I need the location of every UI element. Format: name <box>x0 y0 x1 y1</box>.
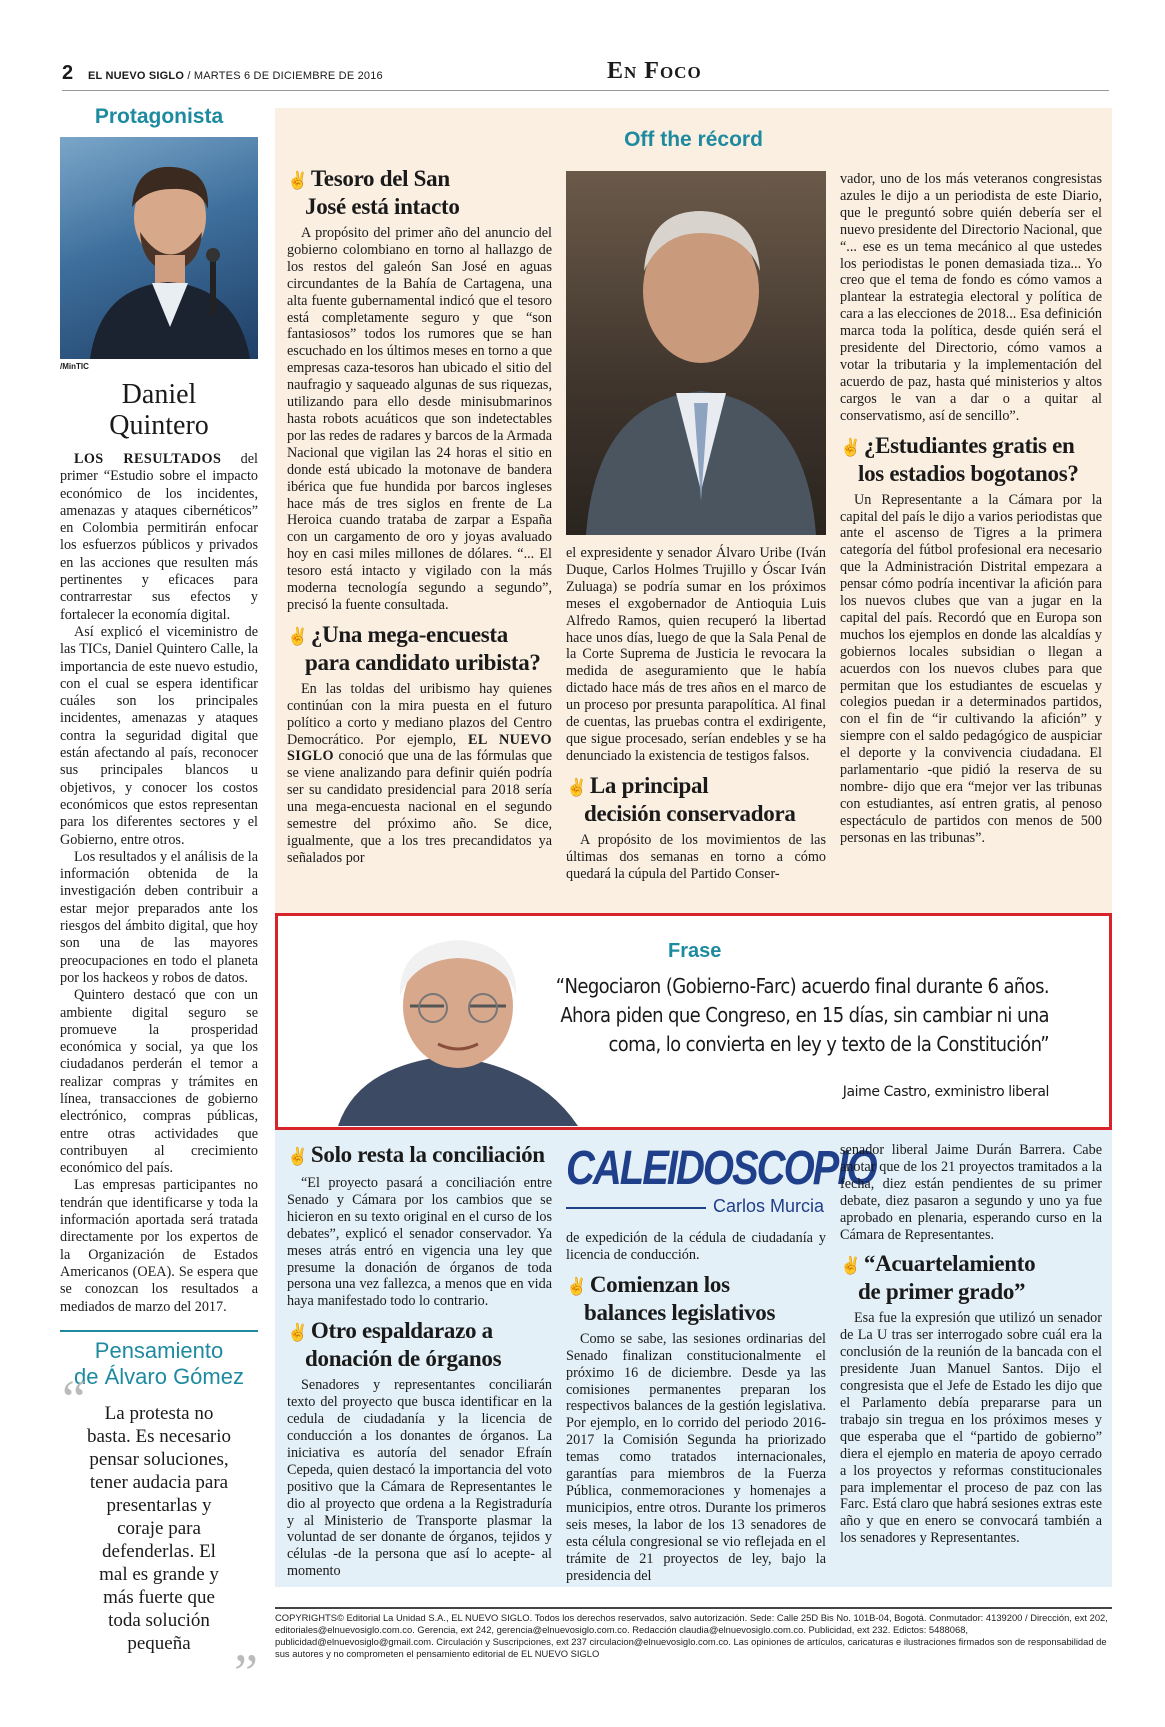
paragraph-4: Quintero destacó que con un ambiente digital seguro se promueve la prosperidad económica y social, ya que los ciudadanos perderán el temor a realizar compras y trámites en línea, transacciones de gobierno electrónico, compras públicas, entre otras actividades que contribuyen al crecimiento económico del país. <box>60 987 258 1177</box>
encuesta-text-b: conoció que una de las fórmulas que se viene analizando para definir quién podría ser su candidato presidencial para 2018 sería una mega-encuesta nacional en el segundo semestre del próximo año. Se dice, igualmente, que a los tres precandidatos ya señalados por <box>287 748 552 866</box>
conserv-continuation: vador, uno de los más veteranos congresistas azules le dijo a un periodista de este Diario, que le preguntó sobre quién debería ser el nuevo presidente del Directorio Nacional, que “... ese es un tema mecánico al que ustedes los periodistas le ponen demasiada tiza... Yo creo que el tema de fondo es cómo vamos a plantear la estrategia electoral y política de cara a las elecciones de 2018... Esa definición marca toda la política, desde quién será el presidente del Directorio, cómo vamos a votar la tributaria y la implementación del acuerdo de paz, hasta qué ministerios y altos cargos le van a dar o a quitar al conservatismo, así de sencillo”. <box>840 171 1102 424</box>
conciliacion-title: Solo resta la conciliación <box>310 1142 545 1167</box>
cal-col-3 <box>840 1142 1102 1555</box>
frase-quote <box>509 972 1049 1059</box>
peace-hand-icon: ✌ <box>840 1256 861 1276</box>
section-title: En Foco <box>607 58 702 84</box>
encuesta-title-2: para candidato uribista? <box>305 649 541 675</box>
tesoro-title-2: José está intacto <box>305 194 460 219</box>
balances-title-2: balances legislativos <box>584 1299 776 1325</box>
cal-col-2 <box>566 1142 876 1592</box>
balances-text: Como se sabe, las sesiones ordinarias del Senado finalizan constitucionalmente el próximo 16 de diciembre. Desde ya las comisiones permanentes preparan los respectivos balances de la gestión legislativa. Por ejemplo, en lo corrido del periodo 2016-2017 la Comisión Segunda ha priorizado temas como tratados internacionales, garantías para miembros de la Fuerza Pública, conmemoraciones y homenajes a municipios, entre otros. Durante los primeros seis meses, la labor de los 13 senadores de esta célula congresional se vio reflejada en el trámite de 21 proyectos de ley, bajo la presidencia del <box>566 1330 826 1584</box>
tesoro-title-1: Tesoro del San <box>310 166 450 191</box>
estudiantes-title-2: los estadios bogotanos? <box>858 460 1079 486</box>
acuartelamiento-title-1: “Acuartelamiento <box>863 1251 1036 1277</box>
quote-line-3: coma, lo convierta en ley y texto de la Constitución” <box>608 1032 1049 1056</box>
conciliacion-text: “El proyecto pasará a conciliación entre Senado y Cámara por los cambios que se hicieron en su texto original en el curso de los debates”, explicó el senador conservador. Ya meses atrás entró en vigencia una ley que presume la donación de órganos de toda persona una vez fallezca, a menos que en vida haya manifestado todo lo contrario. <box>287 1175 552 1310</box>
caleidoscopio-box <box>275 1130 1112 1587</box>
off-record-label: Off the récord <box>624 128 763 151</box>
caleidoscopio-masthead <box>566 1142 876 1230</box>
peace-hand-icon: ✌ <box>566 1276 587 1296</box>
paper-title: EL NUEVO SIGLO <box>88 70 185 82</box>
acuartelamiento-title-2: de primer grado” <box>858 1279 1026 1305</box>
conciliacion-headline <box>287 1142 552 1170</box>
close-quote-icon: ” <box>234 1642 258 1703</box>
uribe-photo <box>566 171 826 535</box>
pensamiento-box <box>60 1330 258 1703</box>
espaldarazo-continuation: de expedición de la cédula de ciudadanía y licencia de conducción. <box>566 1230 826 1263</box>
paragraph-3: Los resultados y el análisis de la información obtenida de la investigación deben contribuir a estar mejor preparados ante los riesgos del ámbito digital, que hoy son una de las mayores preocupaciones en todo el planeta por los hackeos y robos de datos. <box>60 848 258 986</box>
masthead-rule <box>566 1207 706 1209</box>
cal-col-1 <box>287 1142 552 1588</box>
photo-credit: /MinTIC <box>60 362 89 371</box>
estudiantes-headline <box>840 433 1102 487</box>
peace-hand-icon: ✌ <box>566 777 587 797</box>
politician-illustration <box>566 171 826 535</box>
issue-date: / MARTES 6 DE DICIEMBRE DE 2016 <box>184 70 383 82</box>
frase-label: Frase <box>668 940 722 962</box>
peace-hand-icon: ✌ <box>287 1323 308 1343</box>
tesoro-headline <box>287 166 552 220</box>
name-line-2: Quintero <box>109 410 209 441</box>
pensamiento-title <box>60 1338 258 1390</box>
protagonista-photo <box>60 137 258 359</box>
encuesta-paper: EL NUEVO SIGLO <box>287 731 552 765</box>
open-quote-icon: “ <box>62 1368 86 1429</box>
conserv-headline <box>566 773 826 827</box>
pensamiento-title-line-2: de Álvaro Gómez <box>74 1363 244 1389</box>
peace-hand-icon: ✌ <box>287 1147 308 1166</box>
encuesta-headline <box>287 622 552 676</box>
balances-headline <box>566 1272 826 1326</box>
off-the-record-box <box>275 108 1112 913</box>
tesoro-text: A propósito del primer año del anuncio del gobierno colombiano en torno al hallazgo de los restos del galeón San José en aguas circundantes de la Bahía de Cartagena, una alta fuente gubernamental indicó que el tesoro está completamente seguro y que “son fantasiosos” todos los rumores que se han escuchado en los últimos meses en torno a que empresas caza-tesoros han ubicado el sitio del naufragio y saqueado algunas de sus riquezas, utilizando para ello desde minisubmarinos hasta robots acuáticos que son indetectables por las redes de radares y barcos de la Armada Nacional que vigilan las 24 horas el sitio en donde está ubicado la motonave de bandera ibérica que fue hundida por barcos ingleses hace más de tres siglos en frente de La Heroica cuando trataba de zarpar a España con un cargamento de oro y joyas avaluado hoy en casi miles millones de dólares. “... El tesoro está intacto y vigilado con la más moderna tecnología segundo a segundo”, precisó la fuente consultada. <box>287 225 552 613</box>
estudiantes-title-1: ¿Estudiantes gratis en <box>863 432 1075 458</box>
acuartelamiento-text: Esa fue la expresión que utilizó un senador de La U tras ser interrogado sobre cuál era la conclusión de la reunión de la bancada con el presidente Juan Manuel Santos. Dijo el congresista que el Jefe de Estado les dijo que el Parlamento debía prepararse para un trabajo sin tregua en los próximos meses y que esperaba que el “partido de gobierno” diera el ejemplo en materia de apoyo cerrado a los proyectos y reformas constitucionales para implementar el proceso de paz con las Farc. Está claro que habrá sesiones extras este año y que en enero se convocará también a los senadores y Representantes. <box>840 1310 1102 1547</box>
page-header <box>62 58 1109 91</box>
espaldarazo-headline <box>287 1318 552 1372</box>
paragraph-2: Así explicó el viceministro de las TICs, Daniel Quintero Calle, la importancia de este nuevo estudio, con el cual se espera identificar cuáles son los principales incidentes, amenazas y ataques contra la seguridad digital que están afectando al país, reconocer sus principales blancos u objetivos, y conocer los costos económicos que estos representan para los diferentes sectores y el Gobierno, entre otros. <box>60 623 258 848</box>
name-line-1: Daniel <box>121 379 197 410</box>
portrait-illustration <box>60 137 258 359</box>
page-number: 2 <box>62 62 74 84</box>
peace-hand-icon: ✌ <box>840 437 861 457</box>
protagonist-name <box>60 379 258 441</box>
caleidoscopio-author: Carlos Murcia <box>712 1196 824 1216</box>
pensamiento-quote: La protesta no basta. Es necesario pensar soluciones, tener audacia para presentarlas y coraje para defenderlas. El mal es grande y más fuerte que toda solución pequeña <box>86 1402 232 1654</box>
protagonista-body <box>60 451 258 1316</box>
off-col-3 <box>840 171 1102 855</box>
espaldarazo-title-1: Otro espaldarazo a <box>310 1318 493 1344</box>
copyright-footer: COPYRIGHTS© Editorial La Unidad S.A., EL NUEVO SIGLO. Todos los derechos reservados, salvo autorización. Sede: Calle 25D Bis No. 101B-04, Bogotá. Conmutador: 4139200 / Dirección, ext 202, editoriales@elnuevosiglo.com.co. Gerencia, ext 242, gerencia@elnuevosiglo.com.co. Redacción claudia@elnuevosiglo.com.co. Publicidad, ext 232. Edictos: 5488068, publicidad@elnuevosiglo@gmail.com. Circulación y Suscripciones, ext 237 circulacion@elnuevosiglo.com.co. Las opiniones de artículos, caricaturas e ilustraciones firmados son de responsabilidad de sus autores y no comprometen el pensamiento editorial de EL NUEVO SIGLO <box>275 1607 1112 1660</box>
conserv-title-1: La principal <box>589 772 709 798</box>
espaldarazo-title-2: donación de órganos <box>305 1346 502 1372</box>
protagonista-label: Protagonista <box>94 105 224 128</box>
peace-hand-icon: ✌ <box>287 171 308 190</box>
paragraph-5: Las empresas participantes no tendrán que identificarse y toda la información aportada será tratada directamente por los expertos de la Organización de Estados Americanos (OEA). Se espera que se conozcan los resultados a mediados de marzo del 2017. <box>60 1177 258 1315</box>
paper-name <box>88 70 383 82</box>
encuesta-continuation: el expresidente y senador Álvaro Uribe (Iván Duque, Carlos Holmes Trujillo y Óscar Iván Zuluaga) se podría sumar en los próximos meses el exgobernador de Antioquia Luis Alfredo Ramos, quien recuperó la libertad hace unos días, luego de que la Sala Penal de la Corte Suprema de Justicia le revocara la medida de aseguramiento que le había dictado hace más de tres años en el marco de un proceso por presunta parapolítica. Al final de cuentas, las pruebas contra el exdirigente, que sigue procesado, serían endebles y se ha denunciado la existencia de testigos falsos. <box>566 545 826 764</box>
espaldarazo-text: Senadores y representantes conciliarán texto del proyecto que busca identificar en la cedula de ciudadanía y la licencia de conducción a los donantes de órganos. La iniciativa es autoría del senador Efraín Cepeda, quien destacó la importancia del voto positivo que la Cámara de Representantes le dio al proyecto que ordena a la Registraduría y al Ministerio de Transporte plasmar la voluntad de ser donante de órganos, tejidos y células -de la persona que así lo acepte- al momento <box>287 1377 552 1580</box>
encuesta-title-1: ¿Una mega-encuesta <box>310 621 508 647</box>
frase-box <box>275 913 1112 1130</box>
quote-line-2: Ahora piden que Congreso, en 15 días, sin cambiar ni una <box>560 1003 1049 1027</box>
paragraph-1: del primer “Estudio sobre el impacto económico de los incidentes, amenazas y ataques cibernéticos” en Colombia permitirán enfocar los esfuerzos públicos y privados en las acciones que resulten más pertinentes y eficaces para contrarrestar sus efectos y fortalecer la economía digital. <box>60 451 258 623</box>
pensamiento-title-line-1: Pensamiento <box>94 1337 224 1363</box>
quote-line-1: “Negociaron (Gobierno-Farc) acuerdo final durante 6 años. <box>555 974 1049 998</box>
conserv-text: A propósito de los movimientos de las últimas dos semanas en torno a cómo quedará la cúpula del Partido Conser- <box>566 831 826 882</box>
frase-author: Jaime Castro, exministro liberal <box>842 1084 1049 1100</box>
conserv-title-2: decisión conservadora <box>584 800 796 826</box>
estudiantes-text: Un Representante a la Cámara por la capital del país le dijo a varios periodistas que ante el ascenso de Tigres a la primera categoría del fútbol profesional era necesario que la Administración Distrital empezara a pensar cómo podría incentivar la afición para los nuevos clubes que van a jugar en la capital del país. Recordó que en Europa son muchos los ejemplos en donde las alcaldías y gobiernos locales subsidian o llegan a acuerdos con los nuevos clubes para que permitan que los estudiantes de escuelas y colegios puedan ir a determinados partidos, con el fin de “ir cultivando la afición” y siempre con el saldo pedagógico de auspiciar el deporte y la convivencia ciudadana. El parlamentario -que pidió la reserva de su nombre- dijo que era “mejor ver las tribunas con estudiantes, así entren gratis, al penoso espectáculo de partidos con menos de 500 personas en las tribunas”. <box>840 491 1102 846</box>
acuartelamiento-headline <box>840 1251 1102 1305</box>
off-col-2 <box>566 171 826 891</box>
caleidoscopio-title: CALEIDOSCOPIO <box>566 1142 876 1195</box>
encuesta-text <box>287 681 552 867</box>
protagonista-column <box>60 105 258 1703</box>
balances-title-1: Comienzan los <box>589 1271 730 1297</box>
balances-continuation: senador liberal Jaime Durán Barrera. Cabe anotar que de los 21 proyectos tramitados a la fecha, diez están pendientes de su primer debate, diez pasaron a segundo y uno ya fue aprobado en plenaria, esperando curso en la Cámara de Representantes. <box>840 1142 1102 1243</box>
encuesta-text-a: En las toldas del uribismo hay quienes continúan con la mira puesta en el futuro político a corto y mediano plazos del Centro Democrático. Por ejemplo, <box>287 680 552 748</box>
peace-hand-icon: ✌ <box>287 626 308 646</box>
off-col-1 <box>287 166 552 875</box>
lead-caps: LOS RESULTADOS <box>74 451 222 467</box>
